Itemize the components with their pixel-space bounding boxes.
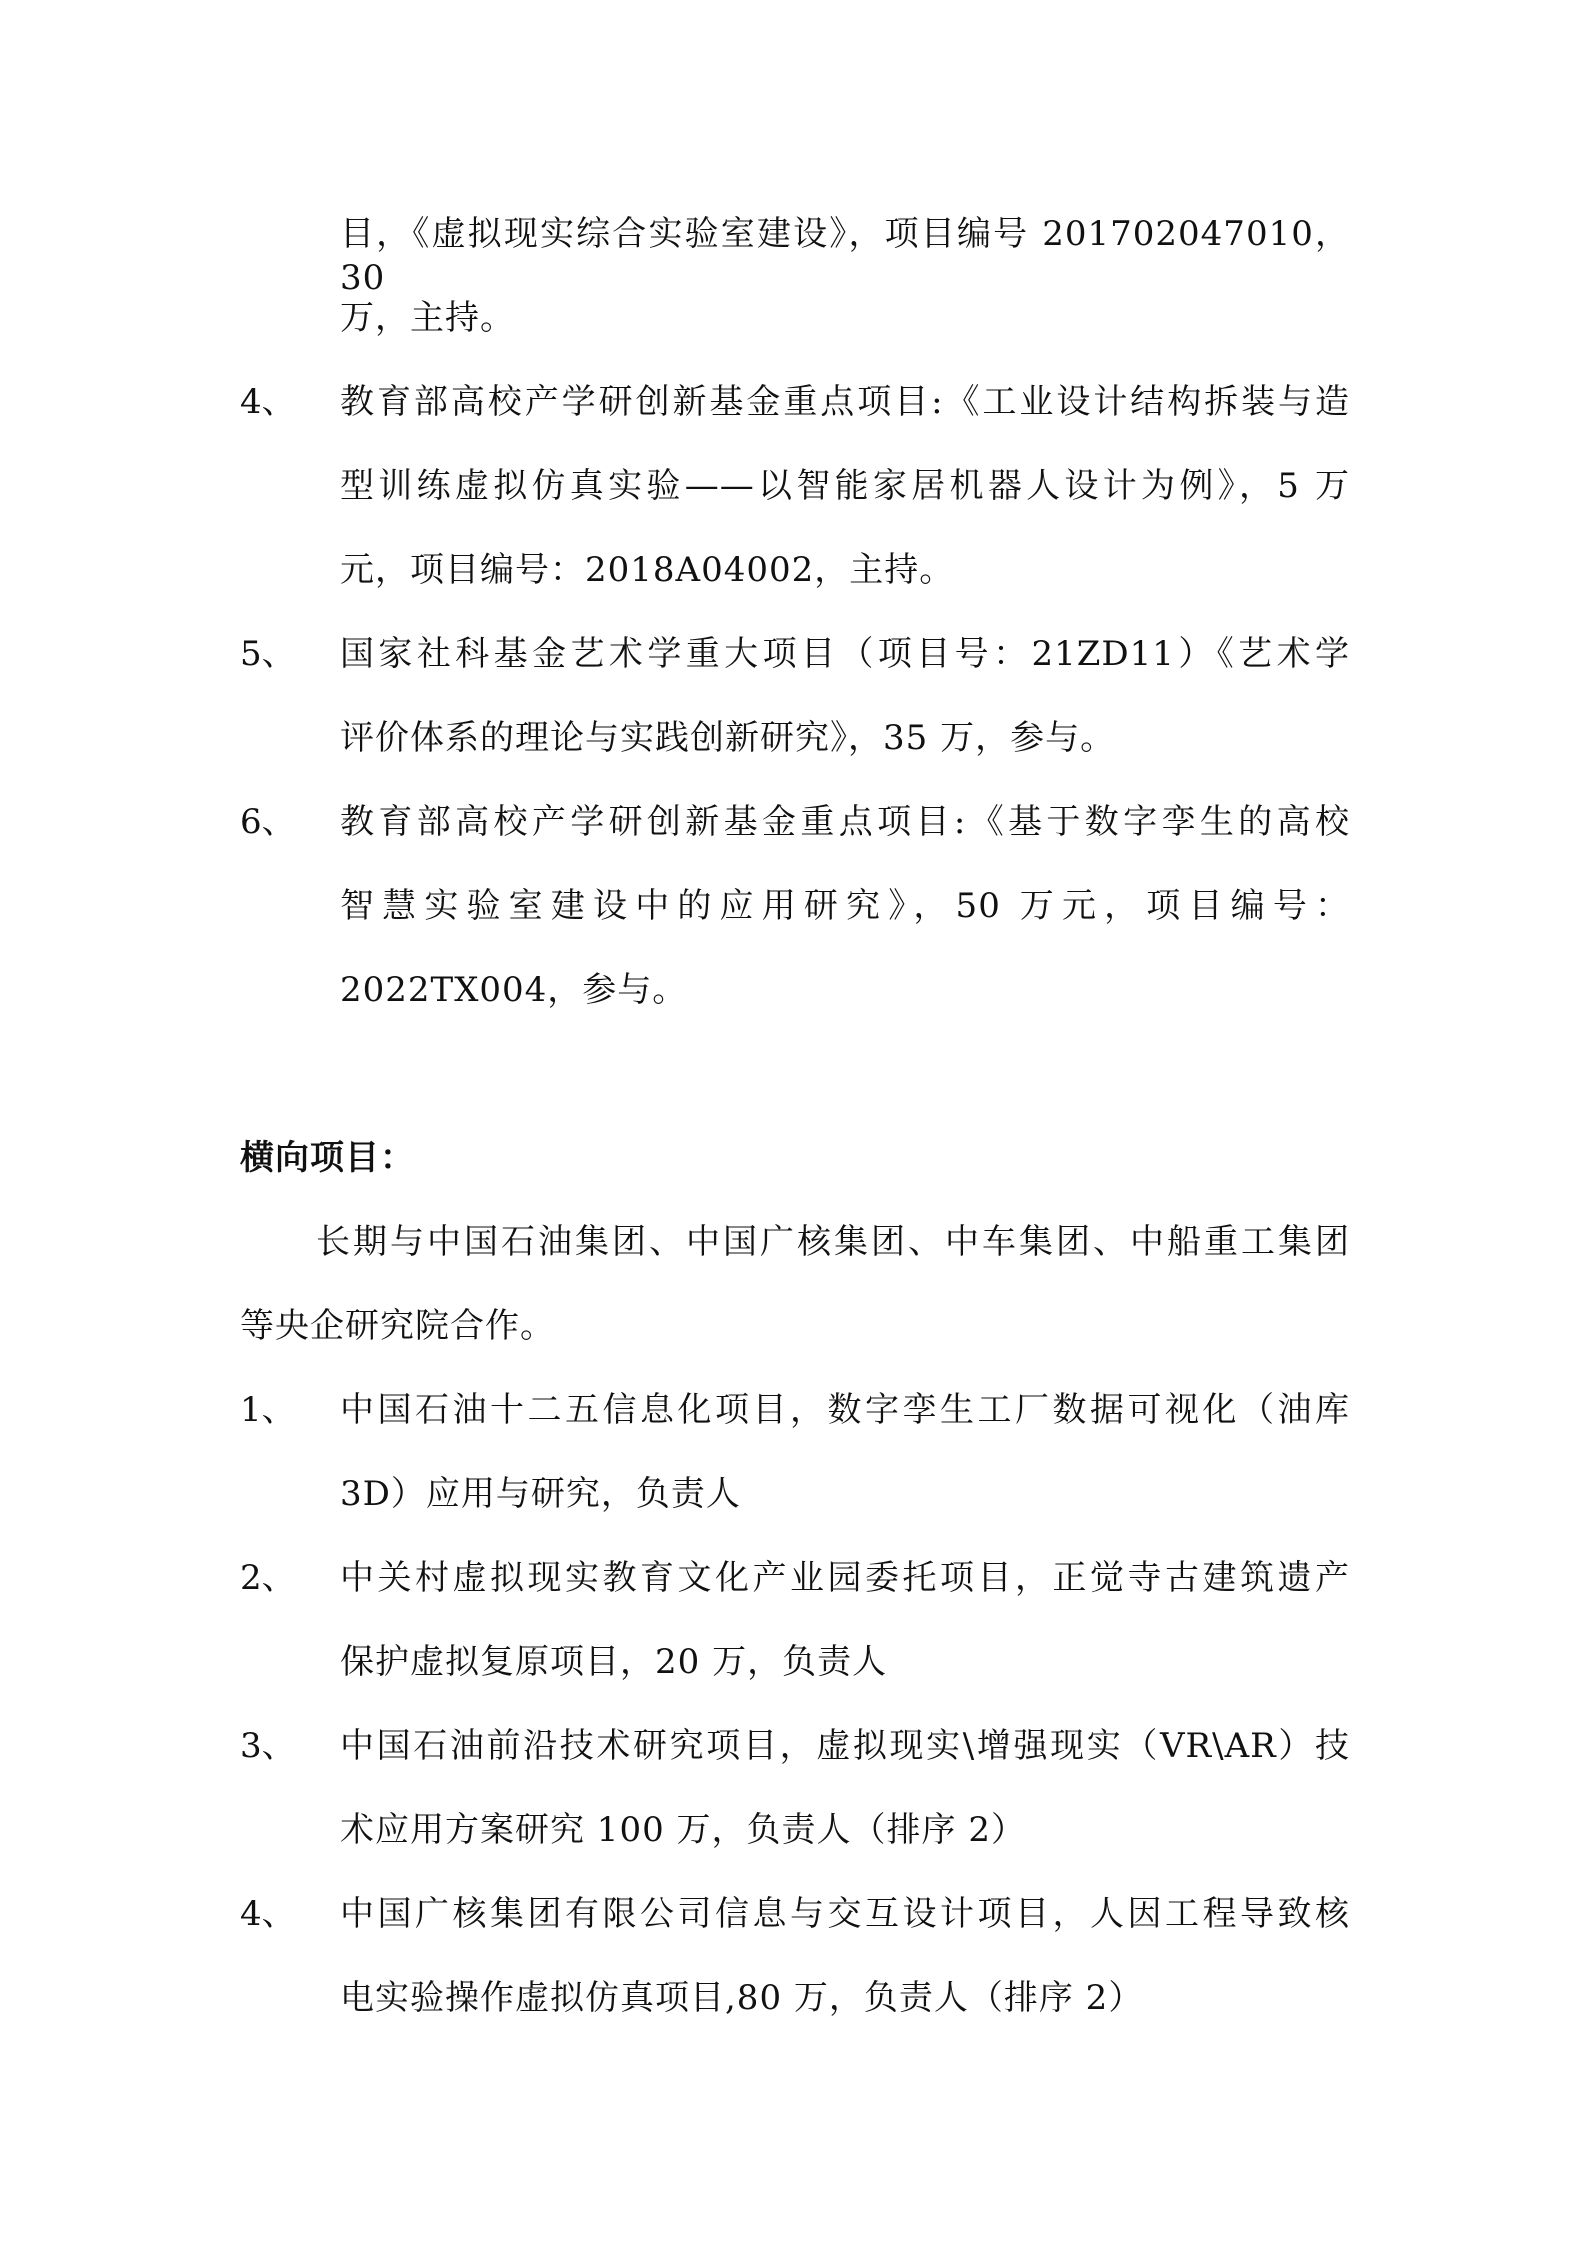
horizontal-intro-line1: 长期与中国石油集团、中国广核集团、中车集团、中船重工集团: [316, 1222, 1350, 1262]
item6-line3: 2022TX004，参与。: [340, 970, 688, 1010]
item4-line3: 元，项目编号：2018A04002，主持。: [340, 550, 955, 590]
horizontal-item1-line1: 中国石油十二五信息化项目，数字孪生工厂数据可视化（油库: [340, 1390, 1350, 1430]
section-heading-horizontal-projects: 横向项目：: [240, 1138, 415, 1178]
item4-line2: 型训练虚拟仿真实验——以智能家居机器人设计为例》，5 万: [340, 466, 1350, 506]
horizontal-item3-line1: 中国石油前沿技术研究项目，虚拟现实\增强现实（VR\AR）技: [340, 1726, 1350, 1766]
item6-line2: 智慧实验室建设中的应用研究》，50 万元，项目编号：: [340, 886, 1350, 926]
horizontal-item3-number: 3、: [240, 1726, 296, 1766]
item5-line2: 评价体系的理论与实践创新研究》，35 万，参与。: [340, 718, 1116, 758]
horizontal-item1-line2: 3D）应用与研究，负责人: [340, 1474, 741, 1514]
item4-number: 4、: [240, 382, 296, 422]
horizontal-item4-line1: 中国广核集团有限公司信息与交互设计项目，人因工程导致核: [340, 1894, 1350, 1934]
horizontal-item2-line2: 保护虚拟复原项目，20 万，负责人: [340, 1642, 888, 1682]
horizontal-intro-line2: 等央企研究院合作。: [240, 1306, 555, 1346]
horizontal-item2-line1: 中关村虚拟现实教育文化产业园委托项目，正觉寺古建筑遗产: [340, 1558, 1350, 1598]
horizontal-item1-number: 1、: [240, 1390, 296, 1430]
item5-line1: 国家社科基金艺术学重大项目（项目号：21ZD11）《艺术学: [340, 634, 1350, 674]
item3-continuation-line2: 万，主持。: [340, 298, 515, 338]
horizontal-item4-number: 4、: [240, 1894, 296, 1934]
horizontal-item3-line2: 术应用方案研究 100 万，负责人（排序 2）: [340, 1810, 1026, 1850]
item3-continuation-line1: 目，《虚拟现实综合实验室建设》，项目编号 201702047010，30: [340, 214, 1350, 298]
item6-line1: 教育部高校产学研创新基金重点项目:《基于数字孪生的高校: [340, 802, 1350, 842]
horizontal-item4-line2: 电实验操作虚拟仿真项目,80 万，负责人（排序 2）: [340, 1978, 1144, 2018]
item4-line1: 教育部高校产学研创新基金重点项目:《工业设计结构拆装与造: [340, 382, 1350, 422]
horizontal-item2-number: 2、: [240, 1558, 296, 1598]
item5-number: 5、: [240, 634, 296, 674]
item6-number: 6、: [240, 802, 296, 842]
